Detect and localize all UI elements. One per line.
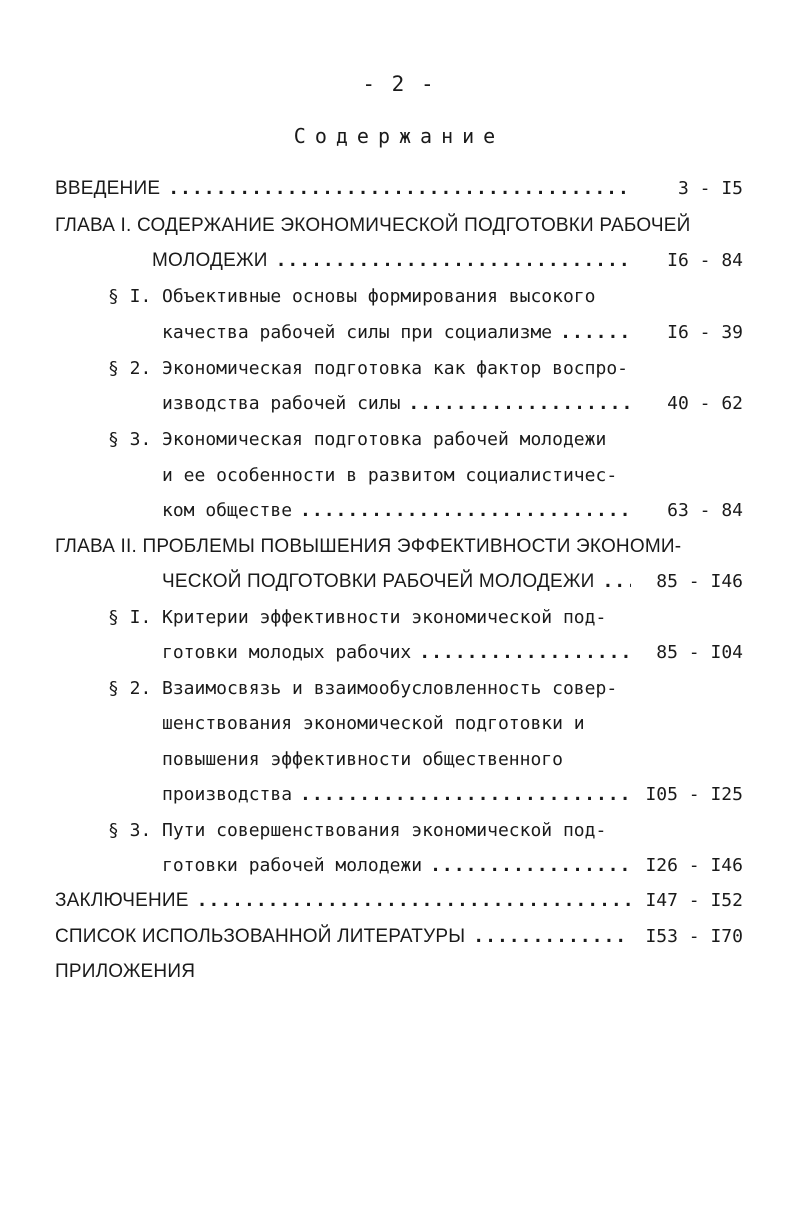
dot-leader (419, 638, 631, 668)
dot-leader (197, 886, 631, 916)
section-title-line: Взаимосвязь и взаимообусловленность совер- (162, 678, 618, 699)
chapter-2-title: ГЛАВА II. ПРОБЛЕМЫ ПОВЫШЕНИЯ ЭФФЕКТИВНОСТИ ЭКОНОМИ- (55, 536, 682, 557)
toc-pages: 40 - 62 (667, 393, 743, 414)
toc-entry-bibliography (55, 922, 743, 952)
toc-pages: I6 - 39 (667, 322, 743, 343)
section-2-2-title (108, 674, 617, 704)
section-title-line: и ее особенности в развитом социалистичес- (162, 465, 618, 486)
section-title-line: шенствования экономической подготовки и (162, 713, 585, 734)
section-2-1-title (108, 603, 606, 633)
section-title-line: Критерии эффективности экономической под- (162, 607, 607, 628)
toc-pages: I6 - 84 (667, 250, 743, 271)
dot-leader (168, 174, 631, 204)
section-title-line: повышения эффективности общественного (162, 749, 563, 770)
toc-pages: 85 - I46 (656, 571, 743, 592)
dot-leader (408, 389, 631, 419)
toc-entry-section-2-3 (162, 851, 743, 881)
section-1-1-title (108, 282, 595, 312)
dot-leader (300, 496, 631, 526)
section-title-line: Экономическая подготовка как фактор воспро- (162, 358, 628, 379)
toc-pages: I53 - I70 (645, 926, 743, 947)
page-number: - 2 - (362, 72, 436, 96)
dot-leader (602, 567, 631, 597)
toc-label: СПИСОК ИСПОЛЬЗОВАННОЙ ЛИТЕРАТУРЫ (55, 926, 466, 947)
toc-entry-section-2-2 (162, 780, 743, 810)
toc-pages: 3 - I5 (677, 178, 743, 199)
section-title-line: Объективные основы формирования высокого (162, 286, 596, 307)
dot-leader (560, 318, 631, 348)
section-title-line: изводства рабочей силы (162, 393, 401, 414)
section-1-3-title (108, 425, 606, 455)
toc-entry-conclusion (55, 886, 743, 916)
toc-pages: 63 - 84 (667, 500, 743, 521)
toc-entry-chapter-2 (162, 567, 743, 597)
chapter-1-title: ГЛАВА I. СОДЕРЖАНИЕ ЭКОНОМИЧЕСКОЙ ПОДГОТОВКИ РАБОЧЕЙ (55, 215, 691, 236)
toc-entry-introduction (55, 174, 743, 204)
toc-entry-section-1-3 (162, 496, 743, 526)
dot-leader (473, 922, 631, 952)
dot-leader (300, 780, 631, 810)
section-1-2-title (108, 354, 628, 384)
section-title-line: ком обществе (162, 500, 293, 521)
toc-pages: I47 - I52 (645, 890, 743, 911)
section-number: § 3. (108, 820, 152, 841)
section-title-line: качества рабочей силы при социализме (162, 322, 553, 343)
toc-pages: 85 - I04 (656, 642, 743, 663)
dot-leader (276, 246, 631, 276)
toc-label: ВВЕДЕНИЕ (55, 178, 161, 199)
toc-entry-section-2-1 (162, 638, 743, 668)
section-2-3-title (108, 816, 606, 846)
chapter-2-title-cont: ЧЕСКОЙ ПОДГОТОВКИ РАБОЧЕЙ МОЛОДЕЖИ (162, 571, 595, 592)
toc-entry-chapter-1 (152, 246, 743, 276)
section-number: § 3. (108, 429, 152, 450)
section-number: § I. (108, 286, 152, 307)
section-number: § 2. (108, 358, 152, 379)
toc-label: ЗАКЛЮЧЕНИЕ (55, 890, 189, 911)
section-title-line: производства (162, 784, 293, 805)
toc-entry-appendices: ПРИЛОЖЕНИЯ (55, 961, 196, 982)
section-title-line: Экономическая подготовка рабочей молодежи (162, 429, 607, 450)
toc-pages: I05 - I25 (645, 784, 743, 805)
dot-leader (430, 851, 631, 881)
toc-entry-section-1-1 (162, 318, 743, 348)
section-title-line: готовки молодых рабочих (162, 642, 412, 663)
section-title-line: готовки рабочей молодежи (162, 855, 423, 876)
page-title: Содержание (293, 124, 505, 148)
chapter-1-title-cont: МОЛОДЕЖИ (152, 250, 268, 271)
toc-entry-section-1-2 (162, 389, 743, 419)
toc-pages: I26 - I46 (645, 855, 743, 876)
section-title-line: Пути совершенствования экономической под- (162, 820, 607, 841)
section-number: § 2. (108, 678, 152, 699)
section-number: § I. (108, 607, 152, 628)
